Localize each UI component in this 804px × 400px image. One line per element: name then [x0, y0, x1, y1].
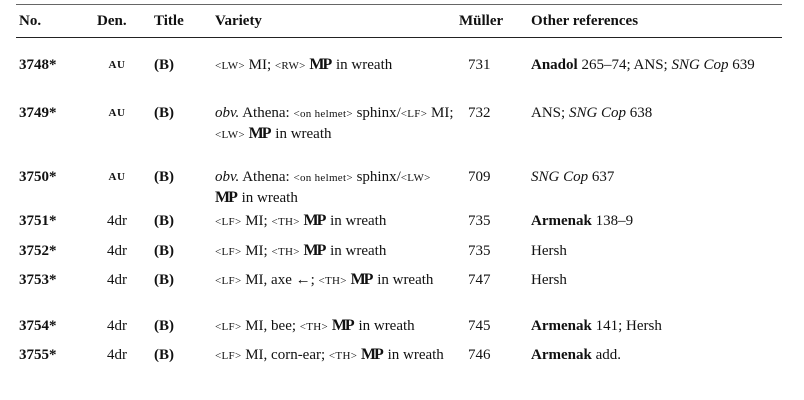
header-muller: Müller — [459, 13, 504, 29]
position-tag: <on helmet> — [293, 108, 353, 120]
row-title: (B) — [154, 213, 174, 229]
monogram-symbol: ΜΡ — [303, 212, 325, 229]
obverse-label: obv. — [215, 105, 240, 121]
row-number: 3749* — [19, 105, 57, 121]
position-tag: <LW> — [215, 129, 245, 141]
row-title: (B) — [154, 57, 174, 73]
row-title: (B) — [154, 169, 174, 185]
variety-text: in wreath — [326, 243, 387, 259]
row-denomination: 4dr — [107, 213, 127, 229]
row-variety — [215, 55, 455, 76]
row-denomination: AU — [108, 59, 126, 71]
row-references — [531, 345, 781, 365]
ref-bold: Armenak — [531, 318, 592, 334]
variety-text: in wreath — [373, 272, 434, 288]
row-denomination: 4dr — [107, 318, 127, 334]
row-muller: 746 — [468, 347, 491, 363]
header-no: No. — [19, 13, 42, 29]
row-variety — [215, 345, 455, 366]
variety-text: sphinx/ — [352, 105, 401, 121]
position-tag: <TH> — [318, 275, 347, 287]
ref-text: ANS; — [531, 105, 569, 121]
row-number: 3755* — [19, 347, 57, 363]
row-references — [531, 103, 781, 123]
row-denomination: 4dr — [107, 243, 127, 259]
position-tag: <RW> — [274, 60, 306, 72]
row-references — [531, 211, 781, 231]
row-muller: 731 — [468, 57, 491, 73]
row-references — [531, 270, 781, 290]
header-other-references: Other references — [531, 13, 639, 29]
variety-text: in wreath — [237, 190, 298, 206]
row-references — [531, 316, 781, 336]
row-title: (B) — [154, 272, 174, 288]
variety-text — [347, 272, 351, 288]
position-tag: <LF> — [215, 275, 242, 287]
variety-text: in wreath — [354, 318, 415, 334]
row-muller: 735 — [468, 243, 491, 259]
row-number: 3748* — [19, 57, 57, 73]
variety-text: MI, corn-ear; — [241, 347, 329, 363]
position-tag: <LW> — [215, 60, 245, 72]
ref-text: 638 — [626, 105, 653, 121]
position-tag: <LF> — [215, 321, 242, 333]
row-denomination: AU — [108, 107, 126, 119]
row-variety — [215, 103, 455, 145]
header-variety: Variety — [215, 13, 262, 29]
ref-italic: SNG Cop — [671, 57, 729, 73]
ref-text: 639 — [728, 57, 755, 73]
variety-text: in wreath — [326, 213, 387, 229]
obverse-label: obv. — [215, 169, 240, 185]
variety-text: Athena: — [239, 169, 294, 185]
ref-italic: SNG Cop — [531, 169, 589, 185]
ref-text: add. — [591, 347, 621, 363]
ref-bold: Armenak — [531, 347, 592, 363]
position-tag: <LF> — [215, 216, 242, 228]
header-den: Den. — [97, 13, 127, 29]
row-variety — [215, 167, 455, 208]
monogram-symbol: ΜΡ — [248, 125, 270, 142]
row-references — [531, 55, 781, 75]
row-number: 3752* — [19, 243, 57, 259]
monogram-symbol: ΜΡ — [331, 317, 353, 334]
position-tag: <LF> — [215, 246, 242, 258]
position-tag: <TH> — [299, 321, 329, 333]
row-muller: 745 — [468, 318, 491, 334]
row-denomination: 4dr — [107, 272, 127, 288]
ref-italic: SNG Cop — [568, 105, 627, 121]
position-tag: <TH> — [271, 246, 300, 258]
ref-text: 138–9 — [591, 213, 634, 229]
variety-text: Athena: — [239, 105, 294, 121]
row-variety — [215, 316, 465, 337]
variety-text: MI; — [427, 105, 454, 121]
ref-text: Hersh — [531, 243, 567, 259]
row-number: 3750* — [19, 169, 57, 185]
variety-text: in wreath — [271, 126, 332, 142]
variety-text: sphinx/ — [352, 169, 401, 185]
table-top-rule — [16, 4, 782, 5]
row-title: (B) — [154, 243, 174, 259]
monogram-symbol: ΜΡ — [309, 56, 331, 73]
row-title: (B) — [154, 105, 174, 121]
variety-text: MI; — [244, 57, 275, 73]
ref-text: Hersh — [531, 272, 567, 288]
monogram-symbol: ΜΡ — [303, 242, 325, 259]
row-muller: 735 — [468, 213, 491, 229]
ref-bold: Anadol — [531, 57, 578, 73]
variety-text: MI, axe ←; — [241, 272, 319, 288]
variety-text: MI, bee; — [241, 318, 300, 334]
variety-text: MI; — [241, 243, 272, 259]
row-references — [531, 167, 781, 187]
ref-text: 637 — [588, 169, 615, 185]
row-variety — [215, 241, 455, 262]
monogram-symbol: ΜΡ — [215, 189, 236, 206]
position-tag: <LF> — [215, 350, 242, 362]
variety-text: MI; — [241, 213, 272, 229]
row-number: 3753* — [19, 272, 57, 288]
position-tag: <LW> — [400, 172, 431, 184]
position-tag: <on helmet> — [293, 172, 353, 184]
row-title: (B) — [154, 347, 174, 363]
ref-text: 141; Hersh — [591, 318, 662, 334]
row-muller: 732 — [468, 105, 491, 121]
row-references — [531, 241, 781, 261]
variety-text: in wreath — [383, 347, 444, 363]
ref-text: 265–74; ANS; — [577, 57, 672, 73]
row-muller: 709 — [468, 169, 491, 185]
position-tag: <LF> — [400, 108, 428, 120]
header-rule — [16, 37, 782, 38]
position-tag: <TH> — [328, 350, 358, 362]
row-number: 3754* — [19, 318, 57, 334]
row-title: (B) — [154, 318, 174, 334]
ref-bold: Armenak — [531, 213, 592, 229]
row-denomination: 4dr — [107, 347, 127, 363]
monogram-symbol: ΜΡ — [360, 346, 382, 363]
row-variety — [215, 270, 455, 291]
position-tag: <TH> — [271, 216, 300, 228]
header-title: Title — [154, 13, 184, 29]
row-muller: 747 — [468, 272, 491, 288]
variety-text: in wreath — [332, 57, 393, 73]
row-denomination: AU — [108, 171, 126, 183]
row-variety — [215, 211, 455, 232]
row-number: 3751* — [19, 213, 57, 229]
monogram-symbol: ΜΡ — [350, 271, 372, 288]
